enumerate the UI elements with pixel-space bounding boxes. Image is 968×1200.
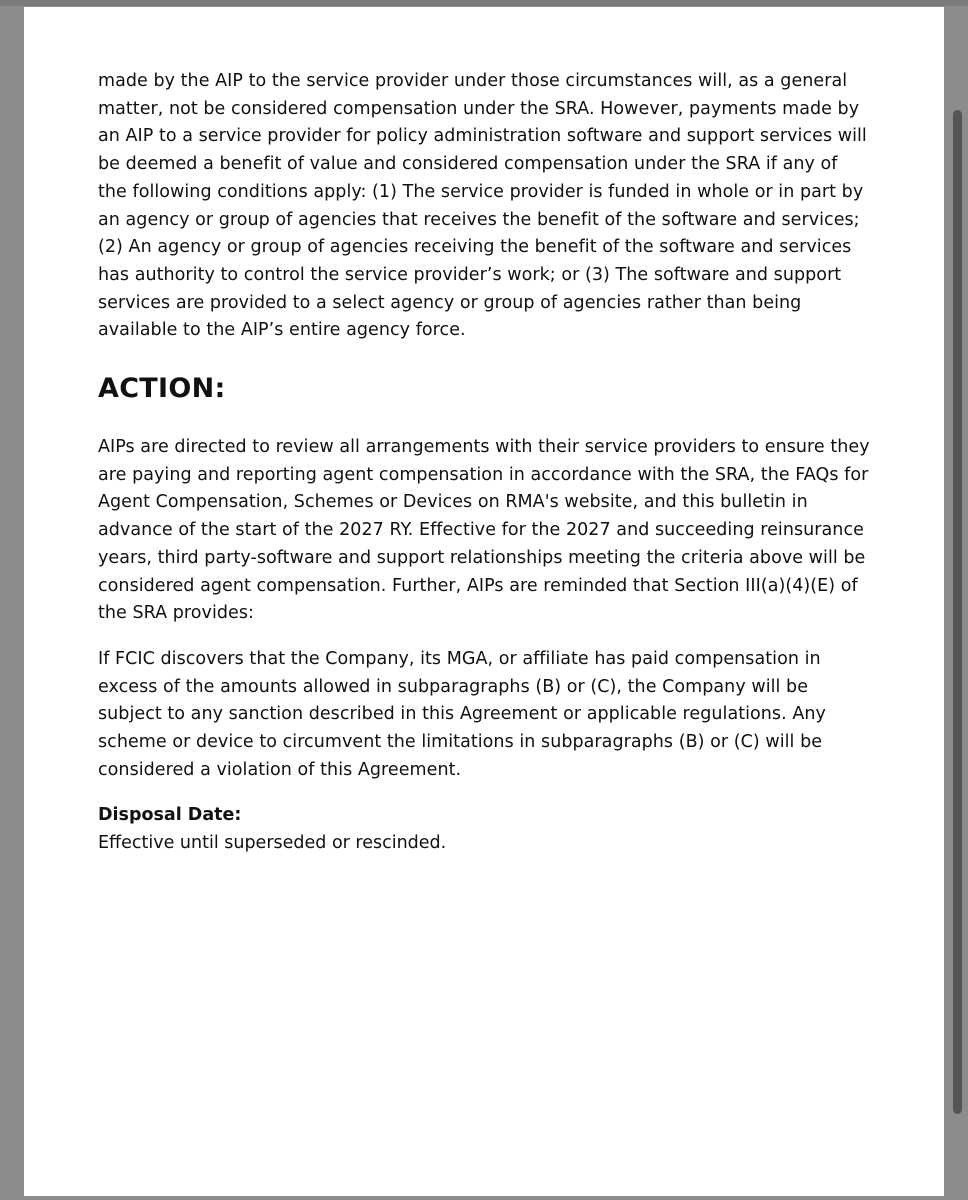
quoted-sra-paragraph: If FCIC discovers that the Company, its MGA, or affiliate has paid compensation in excess of the amounts allowed in subparagraphs (B) or (C), the Company will be subject to any sanction described in this Agreement or applicable regulations. Any scheme or device to circumvent the limitations in subparagraphs (B) or (C) will be considered a violation of this Agreement.: [98, 648, 826, 780]
disposal-date-value: Effective until superseded or rescinded.: [98, 833, 447, 854]
vertical-scrollbar[interactable]: [953, 110, 962, 1114]
viewer-top-edge: [0, 0, 968, 6]
action-heading: ACTION:: [98, 373, 226, 405]
intro-paragraph: made by the AIP to the service provider under those circumstances will, as a general matter, not be considered compensation under the SRA. However, payments made by an AIP to a service provider for policy administration software and support services will be deemed a benefit of value and considered compensation under the SRA if any of the following conditions apply: (1) The service provider is funded in whole or in part by an agency or group of agencies that receives the benefit of the software and services; (2) An agency or group of agencies receiving the benefit of the software and services has authority to control the service provider’s work; or (3) The software and support services are provided to a select agency or group of agencies rather than being available to the AIP’s entire agency force.: [98, 71, 867, 341]
action-paragraph: AIPs are directed to review all arrangements with their service providers to ensure they are paying and reporting agent compensation in accordance with the SRA, the FAQs for Agent Compensation, Schemes or Devices on RMA's website, and this bulletin in advance of the start of the 2027 RY. Effective for the 2027 and succeeding reinsurance years, third party-software and support relationships meeting the criteria above will be considered agent compensation. Further, AIPs are reminded that Section III(a)(4)(E) of the SRA provides:: [98, 437, 870, 624]
document-page: [24, 7, 944, 1196]
disposal-date-label: Disposal Date:: [98, 805, 242, 826]
